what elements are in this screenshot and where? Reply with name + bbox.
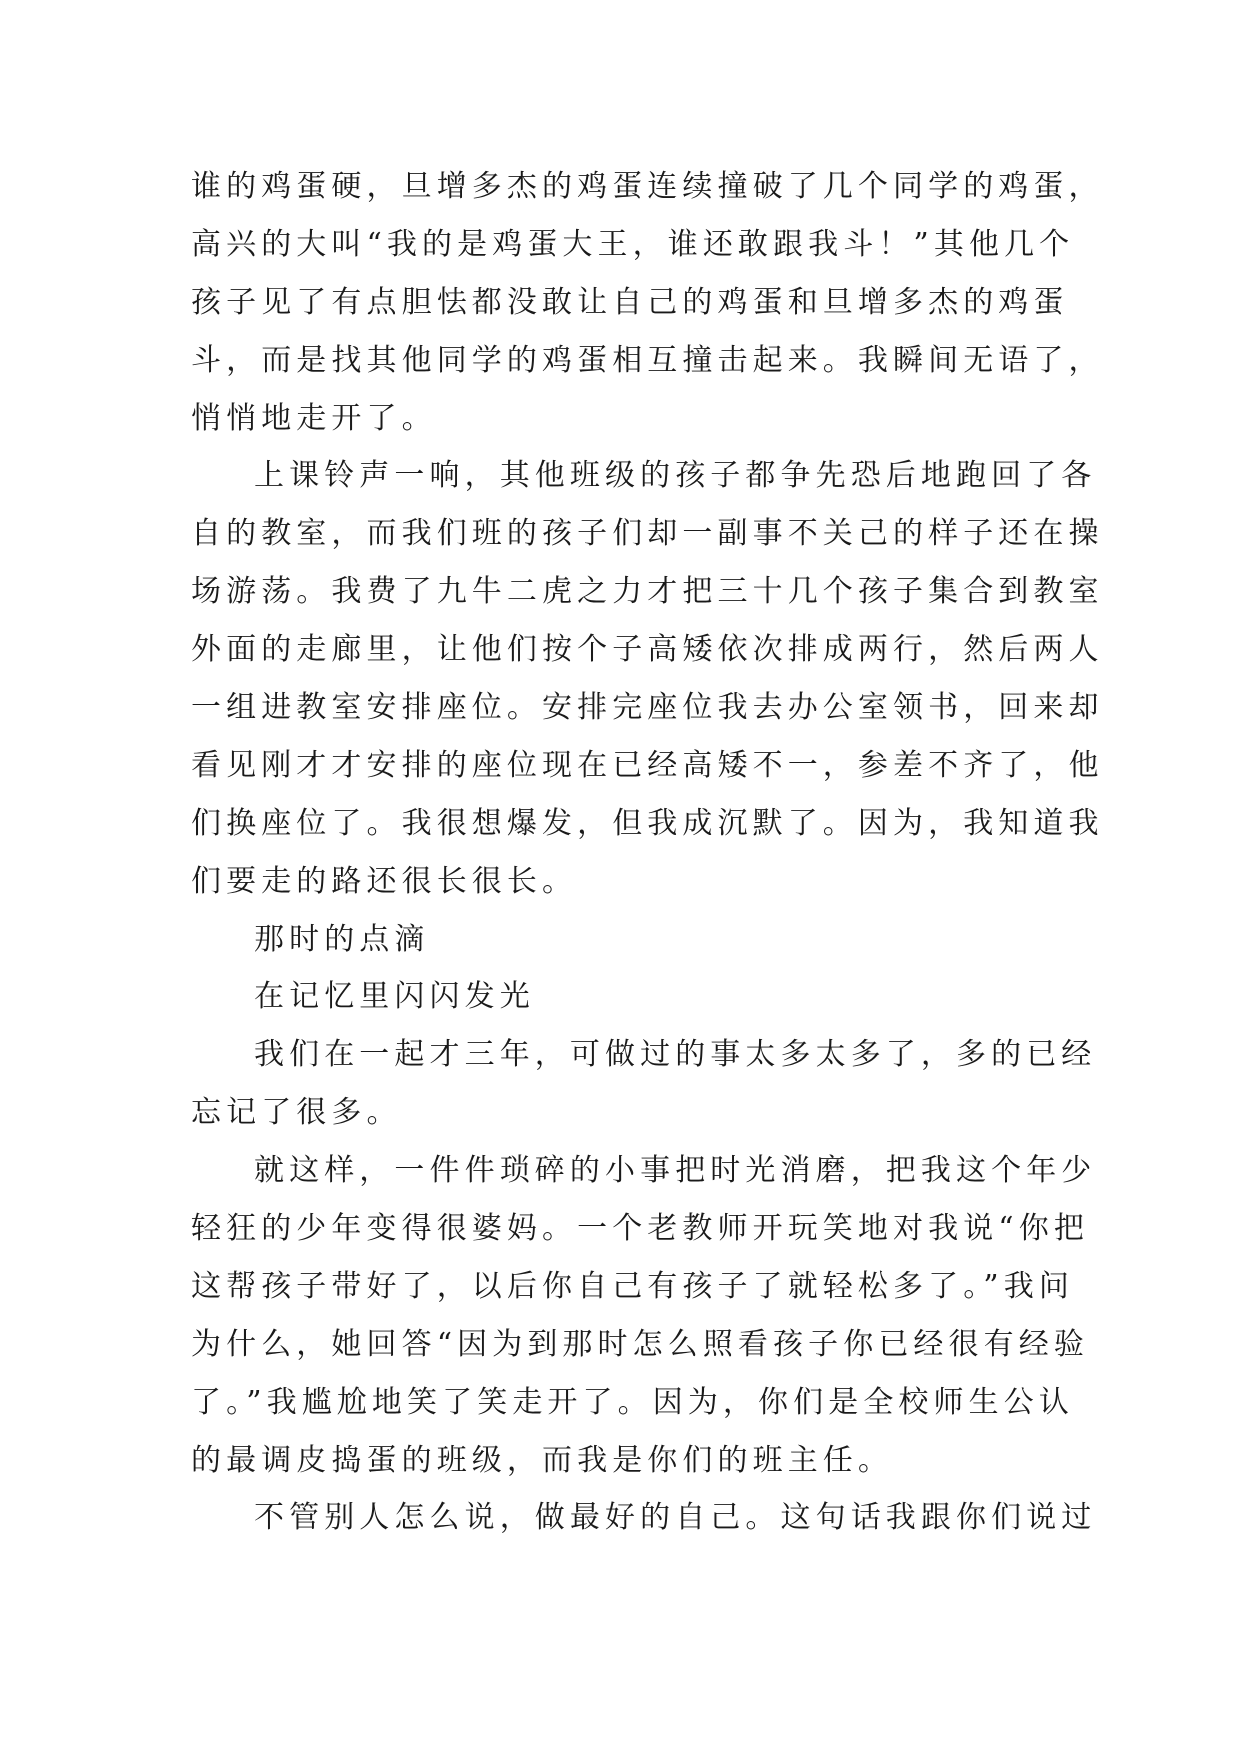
- text-line: 了。”我尴尬地笑了笑走开了。因为，你们是全校师生公认: [191, 1384, 1074, 1420]
- text-line: 孩子见了有点胆怯都没敢让自己的鸡蛋和旦增多杰的鸡蛋: [191, 284, 1069, 320]
- text-line: 为什么，她回答“因为到那时怎么照看孩子你已经很有经验: [191, 1326, 1089, 1362]
- paragraph-first-line: 我们在一起才三年，可做过的事太多太多了，多的已经: [254, 1037, 1097, 1073]
- text-line: 们换座位了。我很想爆发，但我成沉默了。因为，我知道我: [191, 805, 1104, 841]
- text-line: 这帮孩子带好了，以后你自己有孩子了就轻松多了。”我问: [191, 1268, 1074, 1304]
- text-line: 看见刚才才安排的座位现在已经高矮不一，参差不齐了，他: [191, 747, 1104, 783]
- text-line: 场游荡。我费了九牛二虎之力才把三十几个孩子集合到教室: [191, 574, 1104, 610]
- text-line: 轻狂的少年变得很婆妈。一个老教师开玩笑地对我说“你把: [191, 1211, 1089, 1247]
- text-line: 高兴的大叫“我的是鸡蛋大王，谁还敢跟我斗！”其他几个: [191, 226, 1075, 262]
- text-line: 忘记了很多。: [191, 1095, 402, 1131]
- text-line: 悄悄地走开了。: [191, 400, 437, 436]
- section-heading-line: 那时的点滴: [254, 921, 430, 957]
- text-line: 谁的鸡蛋硬，旦增多杰的鸡蛋连续撞破了几个同学的鸡蛋，: [191, 169, 1104, 204]
- text-line: 外面的走廊里，让他们按个子高矮依次排成两行，然后两人: [191, 632, 1104, 668]
- paragraph-first-line: 不管别人怎么说，做最好的自己。这句话我跟你们说过: [254, 1500, 1097, 1536]
- text-line: 的最调皮捣蛋的班级，而我是你们的班主任。: [191, 1442, 893, 1478]
- paragraph-first-line: 上课铃声一响，其他班级的孩子都争先恐后地跑回了各: [254, 458, 1097, 494]
- text-line: 斗，而是找其他同学的鸡蛋相互撞击起来。我瞬间无语了，: [191, 342, 1104, 378]
- text-line: 们要走的路还很长很长。: [191, 863, 578, 899]
- section-heading-line: 在记忆里闪闪发光: [254, 979, 535, 1015]
- text-line: 自的教室，而我们班的孩子们却一副事不关己的样子还在操: [191, 516, 1104, 552]
- paragraph-first-line: 就这样，一件件琐碎的小事把时光消磨，把我这个年少: [254, 1153, 1097, 1189]
- text-line: 一组进教室安排座位。安排完座位我去办公室领书，回来却: [191, 690, 1104, 726]
- document-body: [191, 158, 1104, 1547]
